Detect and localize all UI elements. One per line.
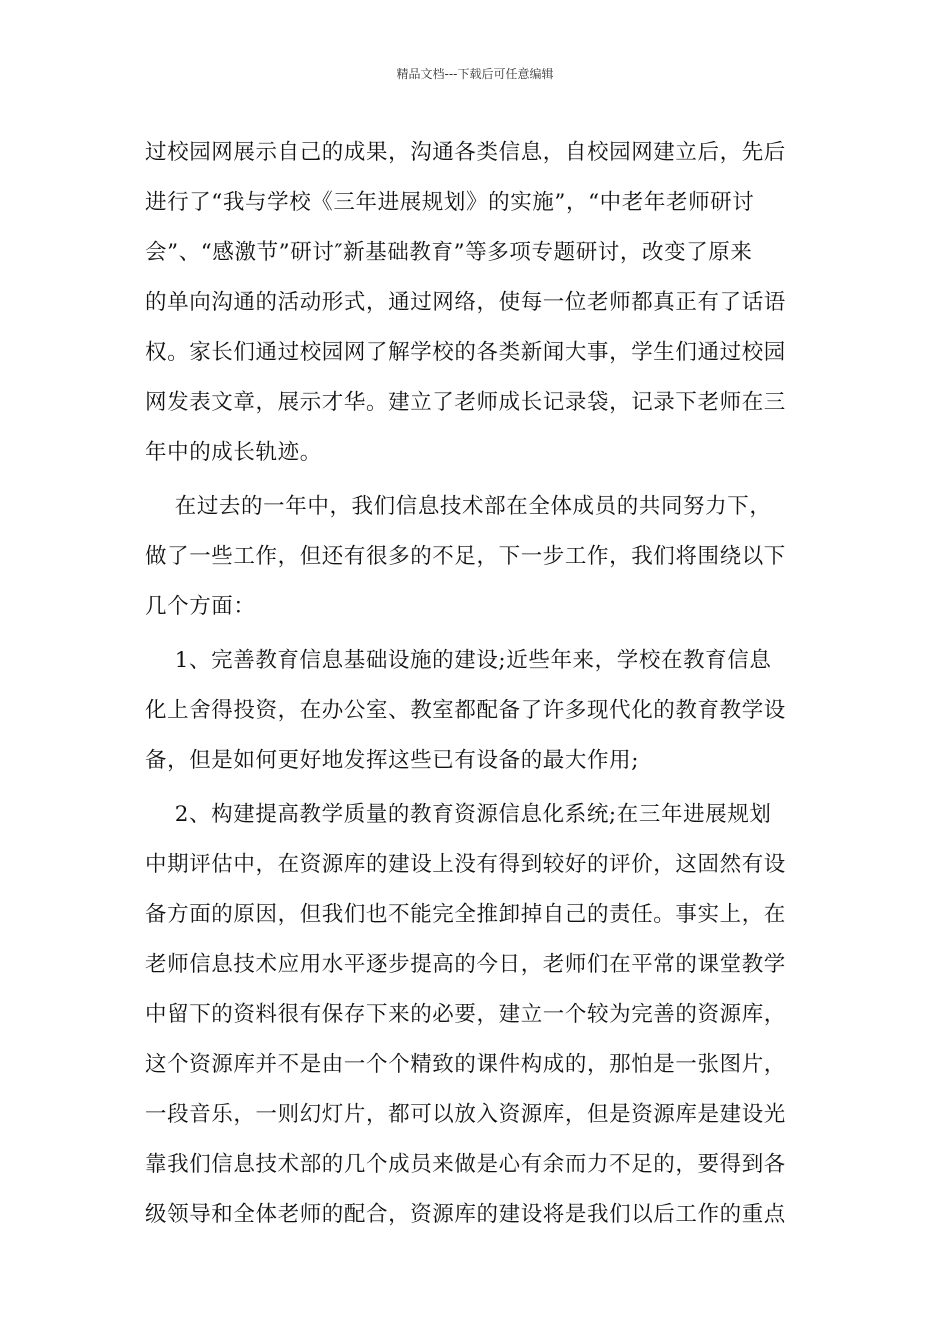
text-line: 年中的成长轨迹。: [145, 440, 322, 465]
text-line: 做了一些工作，但还有很多的不足，下一步工作，我们将围绕以下: [145, 544, 786, 569]
text-line: 这个资源库并不是由一个个精致的课件构成的，那怕是一张图片，: [145, 1052, 786, 1077]
text-line: 在过去的一年中，我们信息技术部在全体成员的共同努力下，: [145, 494, 772, 519]
paragraph: [145, 482, 810, 632]
paragraph: [145, 790, 810, 1240]
paragraph: [145, 636, 810, 786]
text-line: 中期评估中，在资源库的建设上没有得到较好的评价，这固然有设: [145, 852, 786, 877]
text-line: 化上舍得投资，在办公室、教室都配备了许多现代化的教育教学设: [145, 698, 786, 723]
document-body: [145, 128, 810, 1240]
text-line: 老师信息技术应用水平逐步提高的今日，老师们在平常的课堂教学: [145, 952, 786, 977]
text-line: 网发表文章，展示才华。建立了老师成长记录袋，记录下老师在三: [145, 390, 786, 415]
page-header: 精品文档---下载后可任意编辑: [396, 67, 554, 81]
text-line: 靠我们信息技术部的几个成员来做是心有余而力不足的，要得到各: [145, 1152, 786, 1177]
text-line: 备，但是如何更好地发挥这些已有设备的最大作用;: [145, 748, 640, 773]
paragraph: [145, 128, 810, 478]
text-line: 进行了“我与学校《三年进展规划》的实施”，“中老年老师研讨: [145, 190, 755, 215]
text-line: 过校园网展示自己的成果，沟通各类信息，自校园网建立后，先后: [145, 140, 786, 165]
text-line: 中留下的资料很有保存下来的必要，建立一个较为完善的资源库，: [145, 1002, 786, 1027]
text-line: 2、构建提高教学质量的教育资源信息化系统;在三年进展规划: [145, 802, 772, 827]
text-line: 1、完善教育信息基础设施的建设;近些年来，学校在教育信息: [145, 648, 772, 673]
text-line: 几个方面：: [145, 594, 256, 619]
text-line: 一段音乐，一则幻灯片，都可以放入资源库，但是资源库是建设光: [145, 1102, 786, 1127]
text-line: 的单向沟通的活动形式，通过网络，使每一位老师都真正有了话语: [145, 290, 786, 315]
text-line: 级领导和全体老师的配合，资源库的建设将是我们以后工作的重点: [145, 1202, 786, 1227]
text-line: 权。家长们通过校园网了解学校的各类新闻大事，学生们通过校园: [145, 340, 786, 365]
text-line: 会”、“感激节”研讨″新基础教育”等多项专题研讨，改变了原来: [145, 240, 753, 265]
text-line: 备方面的原因，但我们也不能完全推卸掉自己的责任。事实上，在: [145, 902, 786, 927]
